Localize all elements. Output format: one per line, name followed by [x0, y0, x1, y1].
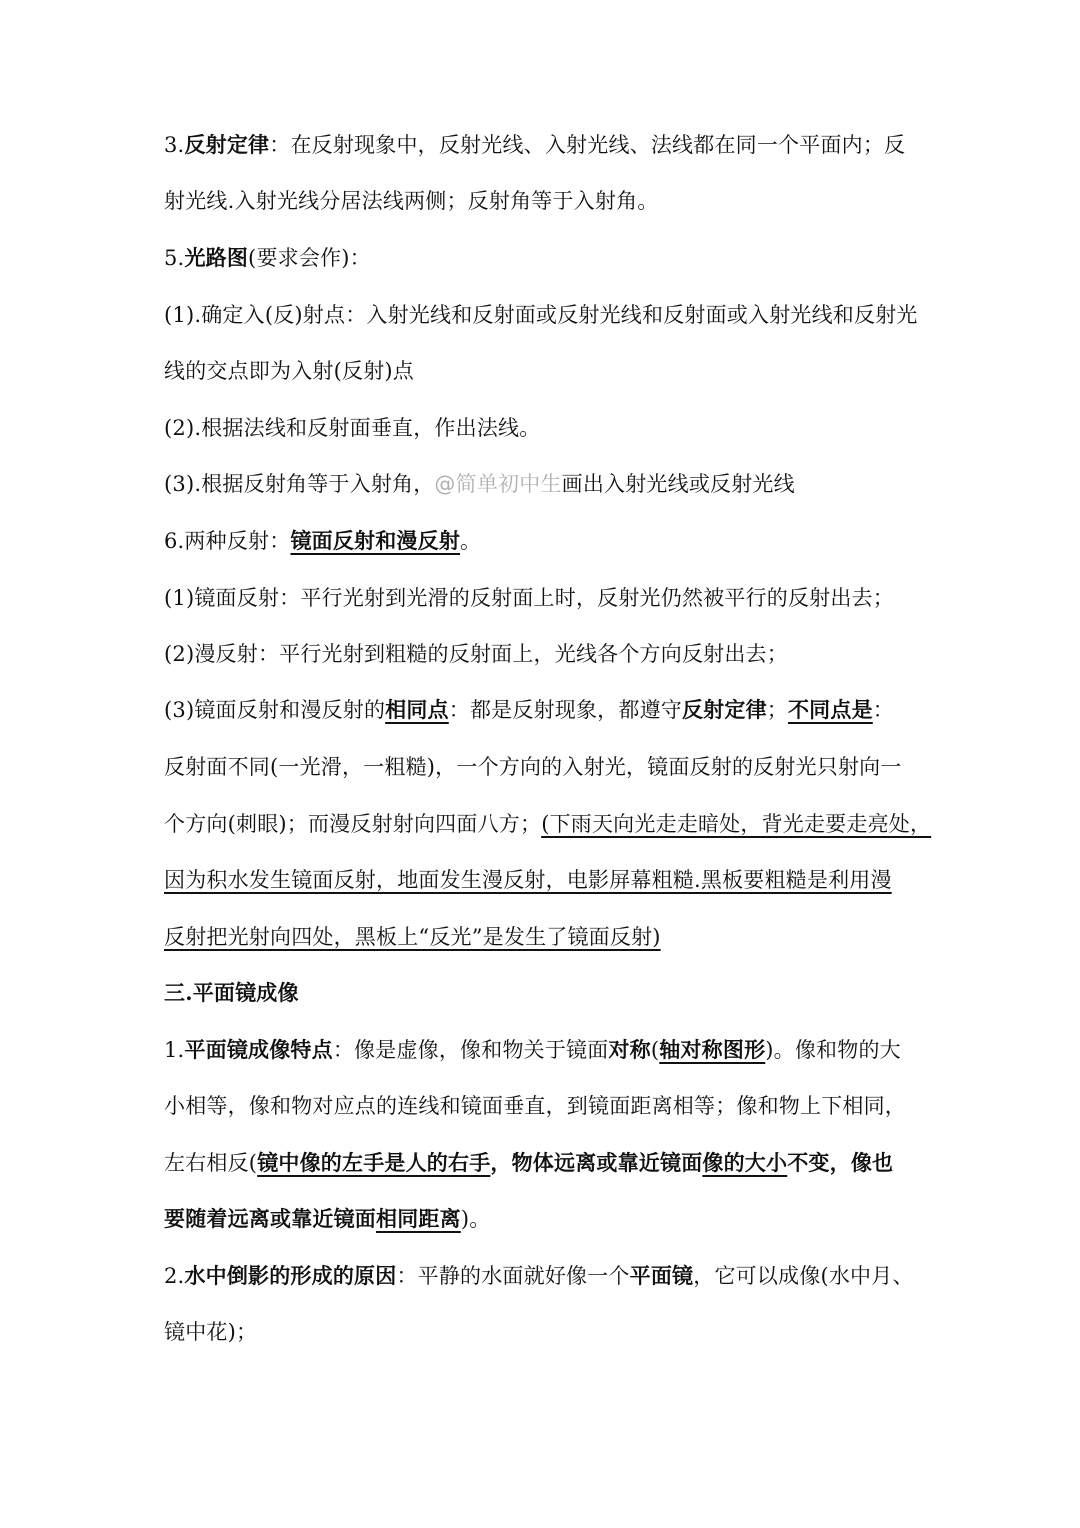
reflection-water-line-2: 镜中花)； [164, 1320, 258, 1344]
comparison-line-1: (3)镜面反射和漫反射的相同点：都是反射现象，都遵守反射定律；不同点是： [164, 697, 894, 722]
step-3: (3).根据反射角等于入射角，@简单初中生画出入射光线或反射光线 [164, 472, 795, 496]
mirror-hand-term: 镜中像的左手是人的右手 [257, 1150, 491, 1175]
comparison-line-2: 反射面不同(一光滑，一粗糙)，一个方向的入射光，镜面反射的反射光只射向一 [164, 755, 902, 779]
example-note-start: (下雨天向光走走暗处，背光走要走亮处， [541, 812, 932, 836]
image-size-term: 像的大小 [702, 1150, 788, 1175]
reflection-law-term: 反射定律 [184, 132, 270, 157]
example-note-line-3: 反射把光射向四处，黑板上“反光”是发生了镜面反射) [164, 925, 661, 949]
axial-symmetry-term: 轴对称图形 [659, 1037, 766, 1062]
step-2: (2).根据法线和反射面垂直，作出法线。 [164, 416, 541, 440]
plane-mirror-ref: 平面镜 [629, 1263, 694, 1288]
para-reflection-law-line-1: 3.反射定律：在反射现象中，反射光线、入射光线、法线都在同一个平面内；反 [164, 132, 906, 157]
heading-two-reflections: 6.两种反射：镜面反射和漫反射。 [164, 528, 482, 553]
plane-mirror-term: 平面镜成像特点 [184, 1037, 333, 1062]
step-1-line-1: (1).确定入(反)射点：入射光线和反射面或反射光线和反射面或入射光线和反射光 [164, 303, 918, 327]
two-reflections-term: 镜面反射和漫反射 [290, 528, 461, 553]
section-heading-plane-mirror: 三.平面镜成像 [164, 980, 299, 1005]
heading-light-path-diagram: 5.光路图(要求会作)： [164, 245, 371, 270]
comparison-line-3: 个方向(刺眼)；而漫反射射向四面八方；(下雨天向光走走暗处，背光走要走亮处， [164, 812, 932, 836]
plane-mirror-line-2: 小相等，像和物对应点的连线和镜面垂直，到镜面距离相等；像和物上下相同， [164, 1094, 906, 1118]
example-note-line-2: 因为积水发生镜面反射，地面发生漫反射，电影屏幕粗糙.黑板要粗糙是利用漫 [164, 868, 892, 892]
reflection-water-line-1: 2.水中倒影的形成的原因：平静的水面就好像一个平面镜，它可以成像(水中月、 [164, 1263, 914, 1288]
diffuse-reflection: (2)漫反射：平行光射到粗糙的反射面上，光线各个方向反射出去； [164, 642, 788, 666]
same-distance-term: 相同距离 [376, 1206, 461, 1231]
specular-reflection: (1)镜面反射：平行光射到光滑的反射面上时，反射光仍然被平行的反射出去； [164, 586, 894, 610]
symmetry-term: 对称 [608, 1037, 651, 1062]
para-reflection-law-line-2: 射光线.入射光线分居法线两侧；反射角等于入射角。 [164, 189, 659, 213]
plane-mirror-line-1: 1.平面镜成像特点：像是虚像，像和物关于镜面对称(轴对称图形)。像和物的大 [164, 1037, 901, 1062]
light-path-term: 光路图 [184, 245, 249, 270]
watermark: @简单初中生 [434, 472, 562, 496]
plane-mirror-line-4: 要随着远离或靠近镜面相同距离)。 [164, 1206, 491, 1231]
plane-mirror-line-3: 左右相反(镜中像的左手是人的右手，物体远离或靠近镜面像的大小不变，像也 [164, 1150, 894, 1175]
similarity-term: 相同点 [385, 697, 449, 722]
step-1-line-2: 线的交点即为入射(反射)点 [164, 359, 414, 383]
difference-term: 不同点是 [787, 697, 873, 722]
water-reflection-term: 水中倒影的形成的原因 [184, 1263, 397, 1288]
reflection-law-ref: 反射定律 [681, 697, 767, 722]
